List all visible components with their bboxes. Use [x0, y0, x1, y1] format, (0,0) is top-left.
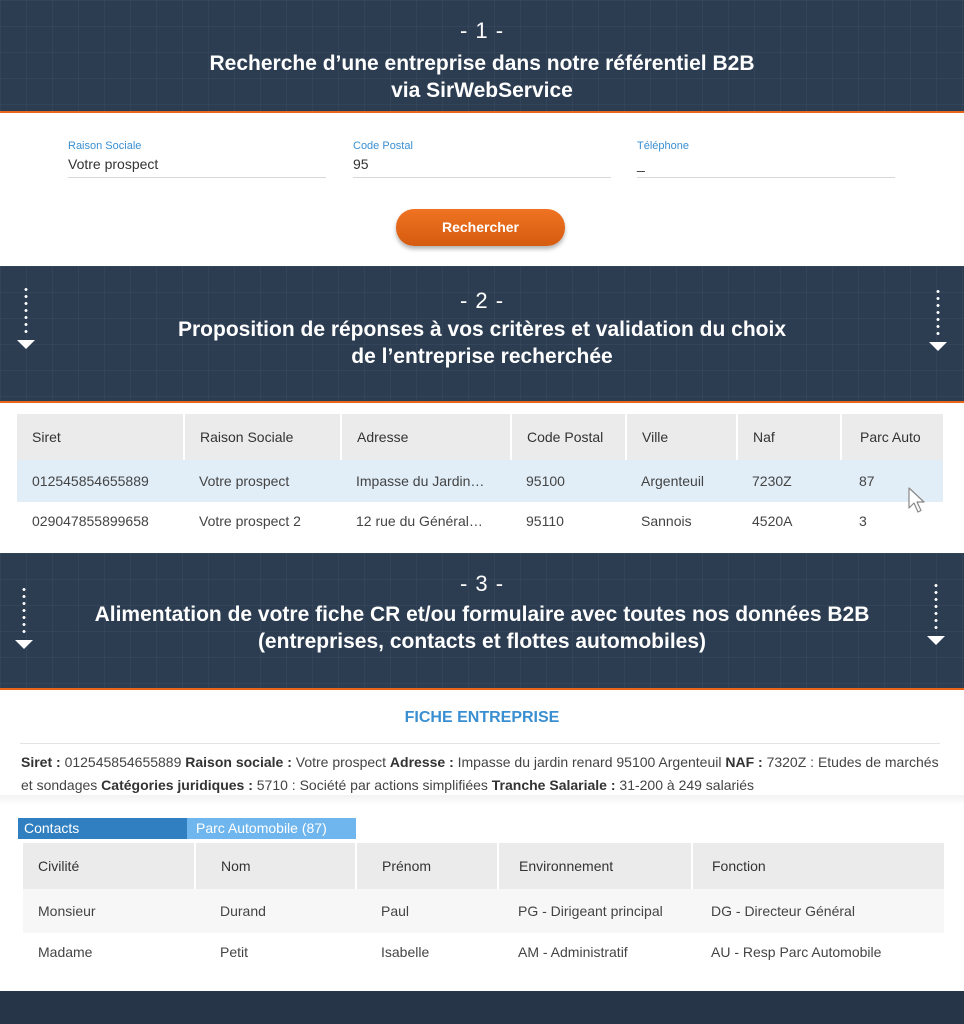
col-environnement[interactable]: Environnement	[498, 843, 692, 889]
categories-label: Catégories juridiques :	[101, 777, 253, 793]
results-table	[17, 414, 943, 540]
cell-raison-sociale: Votre prospect 2	[199, 513, 301, 529]
raison-label: Raison sociale :	[185, 754, 292, 770]
cell-nom: Durand	[220, 903, 266, 919]
adresse-value: Impasse du jardin renard 95100 Argenteuil	[453, 754, 726, 770]
col-parc-auto[interactable]: Parc Auto	[841, 414, 943, 460]
siret-label: Siret :	[21, 754, 61, 770]
mouse-cursor-icon	[907, 486, 929, 516]
col-civilite[interactable]: Civilité	[23, 843, 195, 889]
section-separator	[0, 795, 964, 805]
col-fonction[interactable]: Fonction	[692, 843, 944, 889]
cell-parc-auto: 3	[859, 513, 867, 529]
tab-contacts[interactable]: Contacts	[18, 818, 187, 839]
table-row[interactable]	[17, 502, 943, 540]
step1-number: - 1 -	[459, 18, 505, 43]
raison-value: Votre prospect	[291, 754, 390, 770]
contacts-header-row	[23, 843, 944, 889]
cell-code-postal: 95100	[511, 460, 626, 502]
results-header-row	[17, 414, 943, 460]
code-postal-input[interactable]: 95	[353, 156, 611, 178]
telephone-input[interactable]: _	[637, 156, 895, 178]
fiche-entreprise-title: FICHE ENTREPRISE	[404, 709, 560, 726]
col-naf[interactable]: Naf	[737, 414, 841, 460]
cell-adresse: 12 rue du Général…	[356, 513, 483, 529]
step2-title-line1: Proposition de réponses à vos critères et validation du choix	[178, 318, 786, 341]
fiche-entreprise-details	[21, 751, 941, 797]
tranche-value: 31-200 à 249 salariés	[615, 777, 755, 793]
col-nom[interactable]: Nom	[195, 843, 356, 889]
step3-title-line1: Alimentation de votre fiche CR et/ou formulaire avec toutes nos données B2B	[94, 603, 870, 626]
code-postal-field[interactable]	[353, 140, 611, 178]
tab-parc-automobile[interactable]: Parc Automobile (87)	[187, 818, 356, 839]
col-adresse[interactable]: Adresse	[341, 414, 511, 460]
step1-banner	[0, 0, 964, 113]
cell-fonction: AU - Resp Parc Automobile	[711, 944, 882, 960]
divider	[20, 743, 940, 744]
cell-naf: 7230Z	[737, 460, 841, 502]
naf-label: NAF :	[725, 754, 763, 770]
table-row[interactable]	[17, 460, 943, 502]
step1-title-line1: Recherche d’une entreprise dans notre référentiel B2B	[209, 52, 755, 75]
raison-sociale-label: Raison Sociale	[68, 140, 142, 152]
cell-naf: 4520A	[752, 513, 793, 529]
col-code-postal[interactable]: Code Postal	[511, 414, 626, 460]
cell-civilite: Madame	[38, 944, 93, 960]
step2-banner	[0, 266, 964, 403]
raison-sociale-field[interactable]	[68, 140, 326, 178]
tranche-label: Tranche Salariale :	[491, 777, 616, 793]
step1-title-line2: via SirWebService	[391, 79, 573, 102]
cell-ville: Sannois	[641, 513, 692, 529]
cell-prenom: Isabelle	[381, 944, 430, 960]
cell-adresse: Impasse du Jardin…	[341, 460, 511, 502]
rechercher-button[interactable]: Rechercher	[396, 209, 565, 246]
telephone-label: Téléphone	[637, 140, 689, 152]
contacts-table	[23, 843, 944, 971]
cell-fonction: DG - Directeur Général	[711, 903, 855, 919]
cell-environnement: AM - Administratif	[518, 944, 628, 960]
col-prenom[interactable]: Prénom	[356, 843, 498, 889]
code-postal-label: Code Postal	[353, 140, 413, 152]
step3-title-line2: (entreprises, contacts et flottes automobiles)	[257, 630, 707, 653]
telephone-field[interactable]	[637, 140, 895, 178]
cell-raison-sociale: Votre prospect	[184, 460, 341, 502]
table-row[interactable]	[23, 933, 944, 971]
col-ville[interactable]: Ville	[626, 414, 737, 460]
footer-band	[0, 991, 964, 1024]
step3-banner	[0, 553, 964, 690]
cell-ville: Argenteuil	[626, 460, 737, 502]
cell-nom: Petit	[220, 944, 249, 960]
table-row[interactable]	[23, 889, 944, 933]
step2-number: - 2 -	[459, 288, 505, 313]
cell-environnement: PG - Dirigeant principal	[518, 903, 663, 919]
siret-value: 012545854655889	[60, 754, 186, 770]
cell-siret: 029047855899658	[32, 513, 149, 529]
raison-sociale-input[interactable]: Votre prospect	[68, 156, 326, 178]
naf-value: 7320Z : Etudes de marchés et sondages	[21, 754, 939, 793]
categories-value: 5710 : Société par actions simplifiées	[252, 777, 492, 793]
cell-prenom: Paul	[381, 903, 410, 919]
col-raison-sociale[interactable]: Raison Sociale	[184, 414, 341, 460]
cell-parc-auto: 87	[841, 460, 943, 502]
cell-code-postal: 95110	[526, 513, 564, 529]
step2-title-line2: de l’entreprise recherchée	[351, 345, 613, 368]
cell-siret: 012545854655889	[17, 460, 184, 502]
step3-number: - 3 -	[459, 571, 505, 596]
adresse-label: Adresse :	[389, 754, 454, 770]
cell-civilite: Monsieur	[38, 903, 96, 919]
col-siret[interactable]: Siret	[17, 414, 184, 460]
